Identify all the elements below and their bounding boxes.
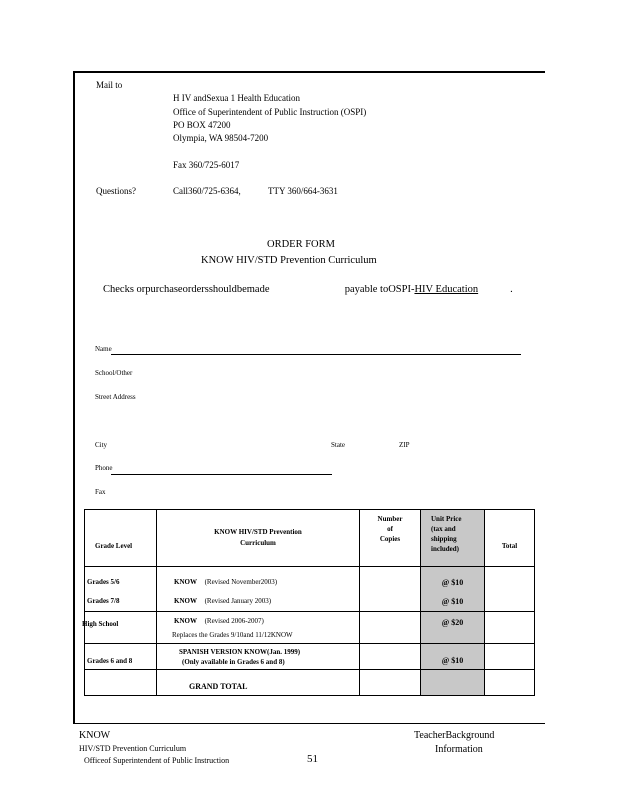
name-field-line[interactable] xyxy=(111,354,521,355)
table-row-grades-5-8 xyxy=(85,567,535,612)
copies-cell-spanish[interactable] xyxy=(360,644,421,670)
grade-7-8-label: Grades 7/8 xyxy=(87,597,120,605)
grade-5-6-label: Grades 5/6 xyxy=(87,578,120,586)
header-curriculum xyxy=(157,510,360,567)
school-label: School/Other xyxy=(95,369,133,377)
mail-address-line-3: PO BOX 47200 xyxy=(173,120,231,130)
mail-fax: Fax 360/725-6017 xyxy=(173,160,240,170)
state-label: State xyxy=(331,441,345,449)
checks-payee: HIV Education xyxy=(414,284,479,295)
mail-to-label: Mail to xyxy=(96,80,123,90)
price-cell-5-8 xyxy=(421,567,485,612)
mail-address-line-2: Office of Superintendent of Public Instruction (OSPI) xyxy=(173,107,367,117)
checks-period: . xyxy=(510,284,513,295)
high-school-item: KNOW xyxy=(174,617,197,625)
spanish-item-line-2: (Only available in Grades 6 and 8) xyxy=(182,657,285,666)
header-price-line-3: shipping xyxy=(431,535,457,543)
phone-field-line[interactable] xyxy=(111,474,332,475)
header-curriculum-line-2: Curriculum xyxy=(240,539,276,547)
grand-total-value-cell[interactable] xyxy=(485,670,535,696)
footer-page-number: 51 xyxy=(307,753,318,765)
total-cell-spanish[interactable] xyxy=(485,644,535,670)
order-form-subtitle: KNOW HIV/STD Prevention Curriculum xyxy=(201,255,377,266)
grade-5-6-price: @ $10 xyxy=(441,578,464,587)
total-cell-high-school[interactable] xyxy=(485,612,535,644)
grand-total-copies-cell[interactable] xyxy=(360,670,421,696)
header-total xyxy=(485,510,535,567)
header-copies xyxy=(360,510,421,567)
spanish-price: @ $10 xyxy=(441,656,464,665)
high-school-price: @ $20 xyxy=(441,618,464,627)
table-row-high-school xyxy=(85,612,535,644)
copies-cell-high-school[interactable] xyxy=(360,612,421,644)
checks-payable: payable toOSPI- xyxy=(344,284,415,295)
header-copies-line-1: Number xyxy=(377,515,403,523)
curriculum-cell-spanish xyxy=(157,644,360,670)
top-rule xyxy=(73,71,545,73)
table-row-grand-total xyxy=(85,670,535,696)
price-cell-high-school xyxy=(421,612,485,644)
curriculum-cell-5-8 xyxy=(157,567,360,612)
table-header-row xyxy=(85,510,535,567)
header-total-text: Total xyxy=(501,542,518,550)
zip-label: ZIP xyxy=(399,441,410,449)
phone-label: Phone xyxy=(95,464,113,472)
header-grade-text: Grade Level xyxy=(95,542,133,550)
high-school-replaces-note: Replaces the Grades 9/10and 11/12KNOW xyxy=(172,631,293,639)
grade-7-8-price: @ $10 xyxy=(441,597,464,606)
header-copies-line-2: of xyxy=(387,525,393,533)
footer-rule xyxy=(73,723,545,724)
total-cell-5-8[interactable] xyxy=(485,567,535,612)
city-label: City xyxy=(95,441,108,449)
grade-7-8-item: KNOW xyxy=(174,597,197,605)
mail-address-line-4: Olympia, WA 98504-7200 xyxy=(173,133,269,143)
header-copies-line-3: Copies xyxy=(379,535,401,543)
spanish-grade-label: Grades 6 and 8 xyxy=(87,656,133,665)
grade-cell-spanish xyxy=(85,644,157,670)
checks-prefix: Checks orpurchaseordersshouldbemade xyxy=(103,284,270,295)
grand-total-label-cell xyxy=(157,670,360,696)
questions-tty: TTY 360/664-3631 xyxy=(268,186,338,196)
grand-total-label: GRAND TOTAL xyxy=(189,682,248,691)
copies-cell-5-8[interactable] xyxy=(360,567,421,612)
grade-5-6-note: (Revised November2003) xyxy=(204,578,278,586)
header-price-line-1: Unit Price xyxy=(431,515,462,523)
footer-teacher-background: TeacherBackground xyxy=(414,730,495,741)
grade-5-6-item: KNOW xyxy=(174,578,197,586)
grade-7-8-note: (Revised January 2003) xyxy=(204,597,272,605)
left-rule xyxy=(73,71,75,723)
header-price-line-2: (tax and xyxy=(431,525,456,533)
questions-call: Call360/725-6364, xyxy=(173,186,241,196)
curriculum-cell-high-school xyxy=(157,612,360,644)
header-curriculum-line-1: KNOW HIV/STD Prevention xyxy=(214,528,302,536)
header-grade xyxy=(85,510,157,567)
grand-total-price-cell xyxy=(421,670,485,696)
questions-label: Questions? xyxy=(96,186,136,196)
header-price-line-4: included) xyxy=(431,545,460,553)
footer-office: Officeof Superintendent of Public Instruction xyxy=(84,756,230,765)
high-school-label: High School xyxy=(82,620,119,628)
order-form-title: ORDER FORM xyxy=(267,239,335,250)
spanish-item-line-1: SPANISH VERSION KNOW(Jan. 1999) xyxy=(179,647,301,656)
grade-cell-5-8 xyxy=(85,567,157,612)
mail-address-line-1: H IV andSexua 1 Health Education xyxy=(173,93,301,103)
high-school-note: (Revised 2006-2007) xyxy=(204,617,264,625)
table-row-spanish xyxy=(85,644,535,670)
grand-total-empty-cell xyxy=(85,670,157,696)
fax-label: Fax xyxy=(95,488,106,496)
footer-know: KNOW xyxy=(79,730,111,741)
price-cell-spanish xyxy=(421,644,485,670)
header-price xyxy=(421,510,485,567)
grade-cell-high-school xyxy=(82,612,157,644)
street-label: Street Address xyxy=(95,393,136,401)
checks-instruction xyxy=(103,284,513,295)
footer-curriculum: HIV/STD Prevention Curriculum xyxy=(79,744,187,753)
order-table xyxy=(84,509,535,696)
footer-information: Information xyxy=(435,744,483,755)
name-label: Name xyxy=(95,345,112,353)
